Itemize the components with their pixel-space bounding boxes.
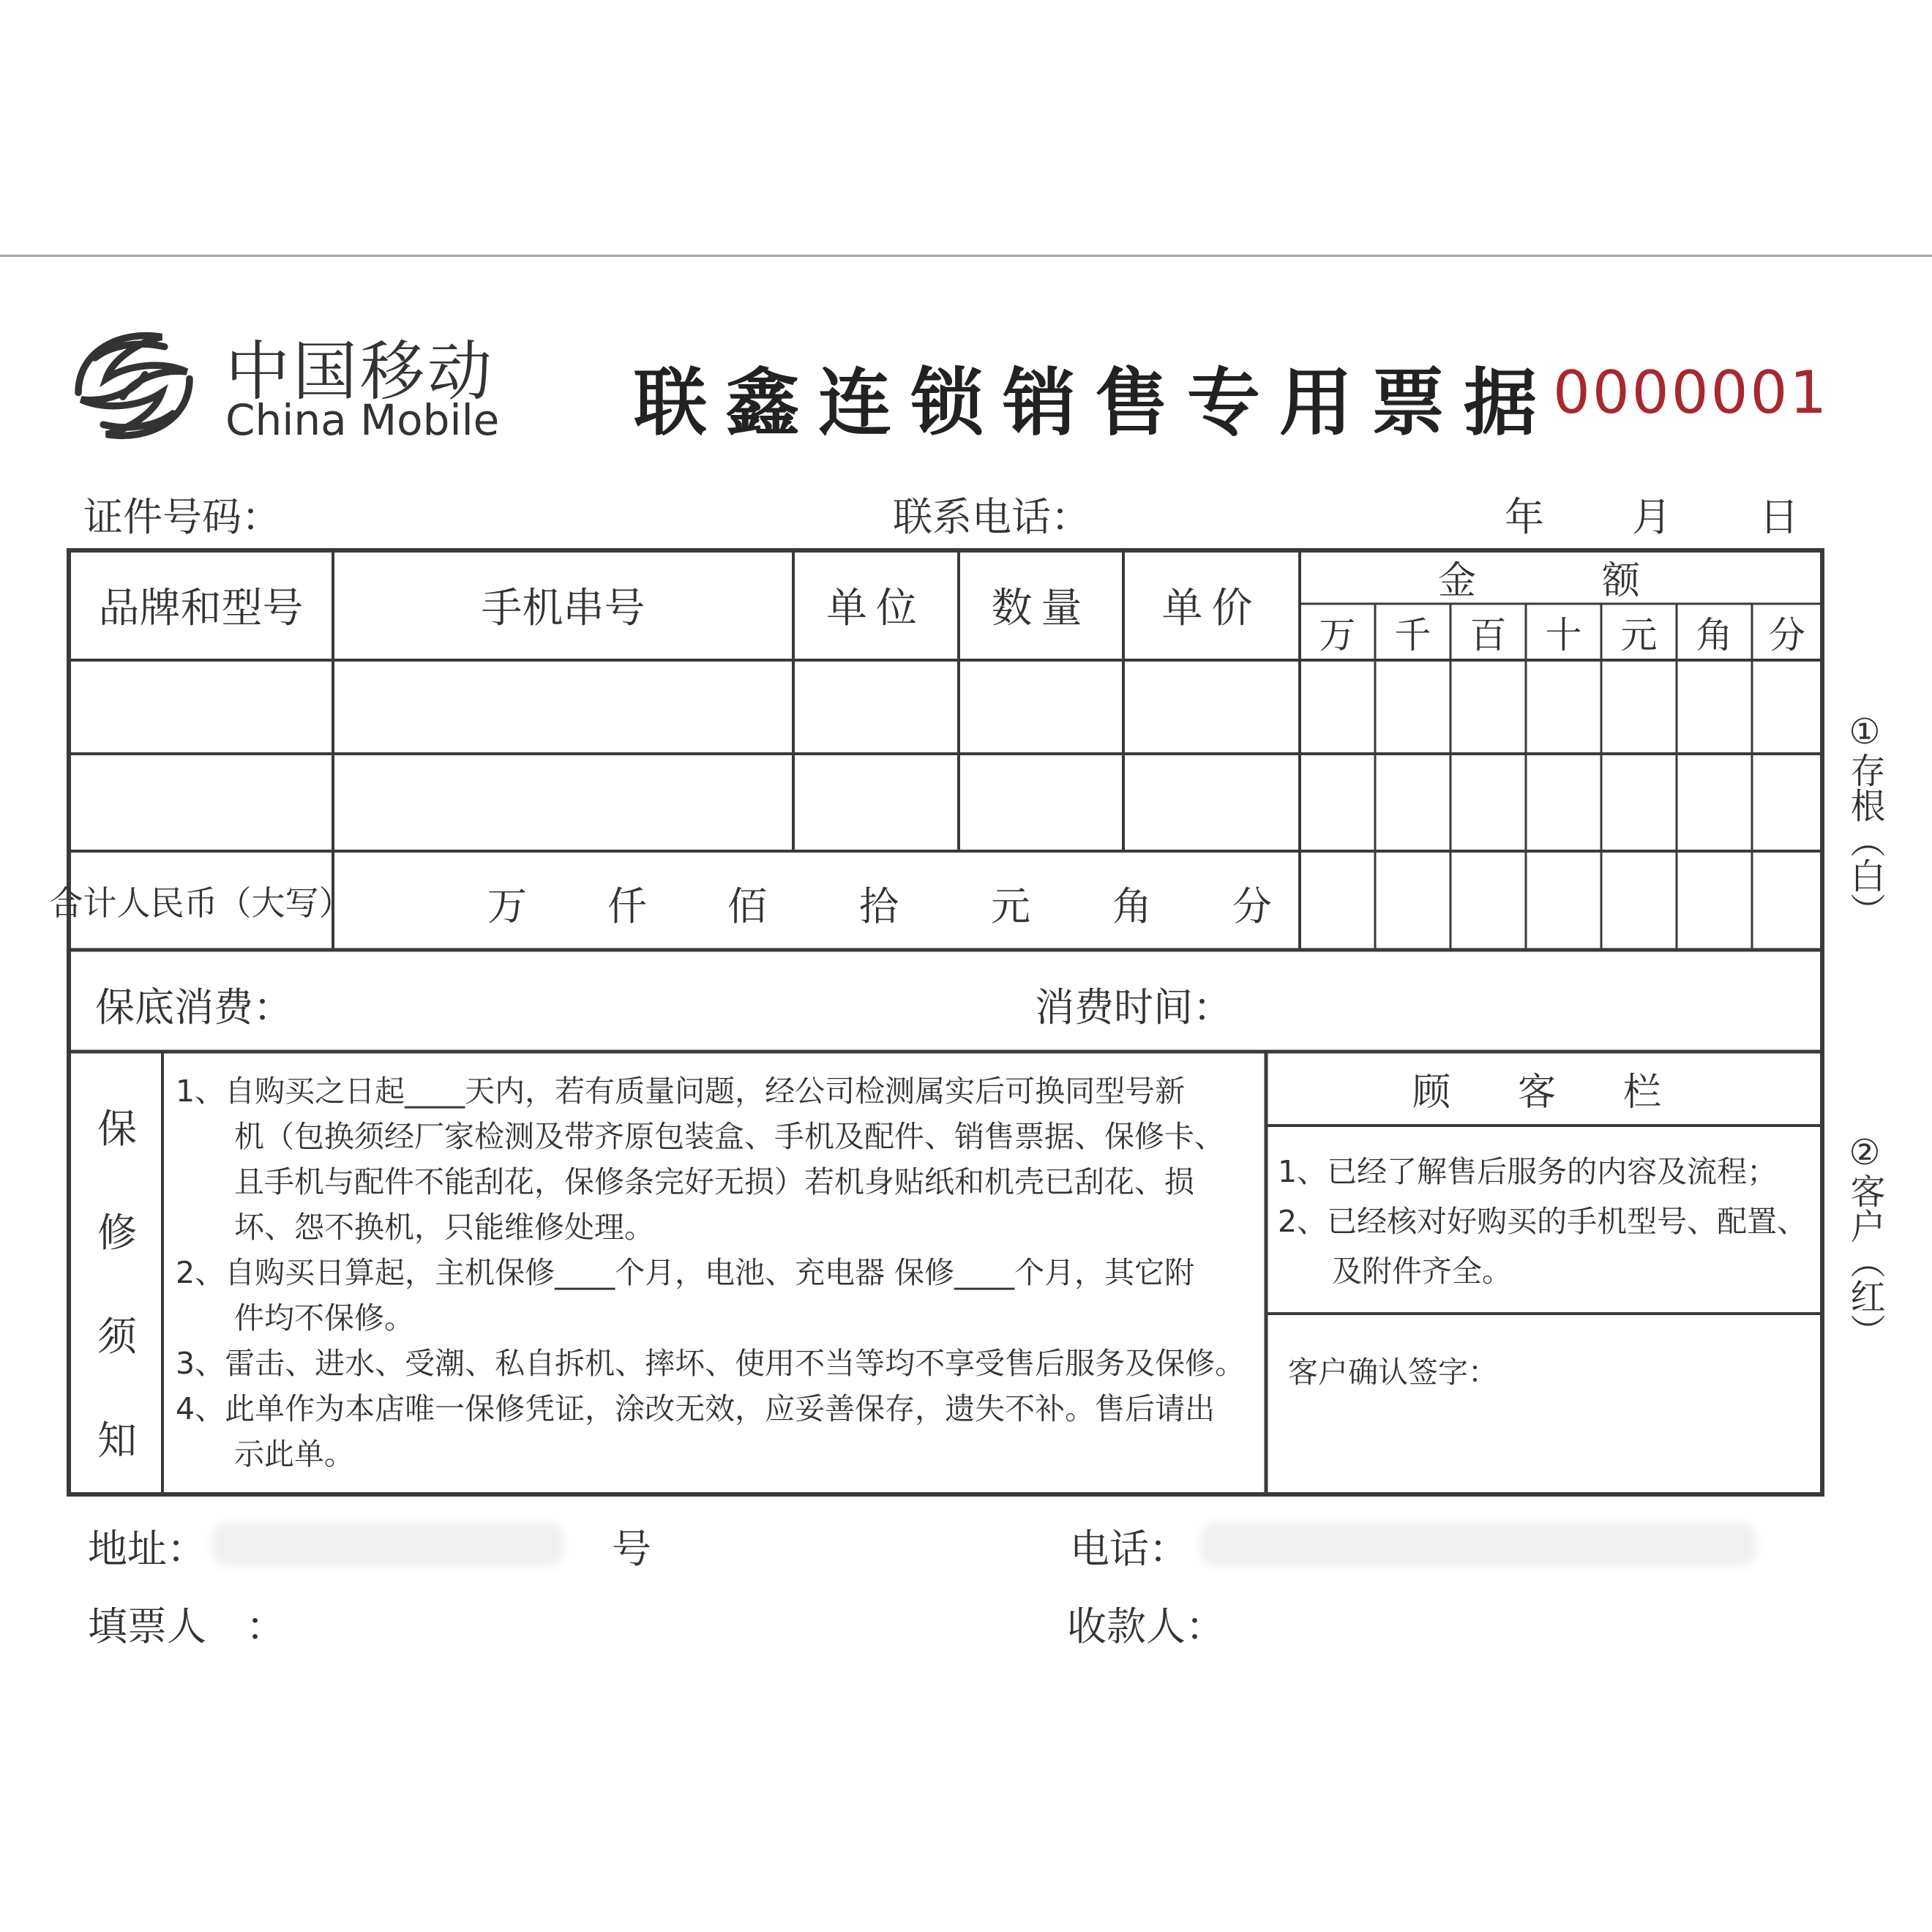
min-spend-label: 保底消费：	[95, 984, 293, 1030]
address-value: 号	[612, 1526, 651, 1572]
warranty-heading-char: 知	[97, 1418, 137, 1464]
digit-wan: 万	[1319, 613, 1356, 656]
total-unit-yuan: 元	[991, 883, 1030, 929]
digit-fen: 分	[1769, 613, 1805, 656]
total-unit-wan: 万	[487, 883, 527, 929]
address-redacted	[212, 1522, 564, 1566]
warranty-line: 且手机与配件不能刮花，保修条完好无损）若机身贴纸和机壳已刮花、损	[234, 1164, 1194, 1199]
digit-shi: 十	[1545, 613, 1582, 656]
contact-phone-label: 联系电话：	[893, 494, 1090, 540]
warranty-heading-char: 须	[97, 1314, 137, 1360]
day-label: 日	[1759, 494, 1799, 540]
warranty-heading-char: 保	[97, 1106, 137, 1152]
warranty-heading-char: 修	[97, 1210, 137, 1256]
customer-line: 2、已经核对好购买的手机型号、配置、	[1278, 1204, 1808, 1239]
copy-label-stub: ①存根（白）	[1844, 711, 1885, 928]
warranty-line: 机（包换须经厂家检测及带齐原包装盒、手机及配件、销售票据、保修卡、	[234, 1119, 1224, 1154]
column-amount: 金 额	[1437, 559, 1684, 603]
warranty-line: 坏、怨不换机，只能维修处理。	[234, 1210, 654, 1245]
spend-time-label: 消费时间：	[1035, 984, 1232, 1030]
filler-label: 填票人 ：	[88, 1603, 285, 1650]
warranty-line: 1、自购买之日起____天内，若有质量问题，经公司检测属实后可换同型号新	[176, 1074, 1186, 1109]
digit-bai: 百	[1469, 613, 1507, 656]
year-label: 年	[1505, 494, 1544, 540]
column-unit-price: 单价	[1161, 585, 1262, 632]
tel-label: 电话：	[1070, 1526, 1188, 1572]
cashier-label: 收款人：	[1067, 1603, 1225, 1650]
tel-redacted	[1200, 1522, 1756, 1566]
total-rmb-label: 合计人民币（大写）	[49, 883, 353, 923]
warranty-line: 件均不保修。	[234, 1300, 414, 1336]
id-number-label: 证件号码：	[83, 494, 281, 540]
warranty-line: 3、雷击、进水、受潮、私自拆机、摔坏、使用不当等均不享受售后服务及保修。	[176, 1346, 1246, 1381]
address-label: 地址：	[88, 1526, 206, 1572]
customer-line: 及附件齐全。	[1332, 1254, 1512, 1289]
column-imei: 手机串号	[481, 585, 645, 632]
logo-chinese-text: 中国移动	[225, 334, 495, 409]
digit-qian: 千	[1394, 613, 1431, 656]
serial-number: 0000001	[1553, 359, 1830, 427]
warranty-line: 4、此单作为本店唯一保修凭证，涂改无效，应妥善保存，遗失不补。售后请出	[176, 1391, 1216, 1426]
customer-line: 1、已经了解售后服务的内容及流程；	[1278, 1154, 1778, 1189]
column-unit: 单位	[826, 585, 926, 632]
total-unit-qian: 仟	[607, 883, 647, 929]
digit-jiao: 角	[1696, 613, 1733, 656]
total-unit-fen: 分	[1232, 883, 1272, 929]
customer-heading: 顾 客 栏	[1412, 1071, 1676, 1115]
column-brand-model: 品牌和型号	[98, 585, 304, 632]
warranty-line: 2、自购买日算起，主机保修____个月，电池、充电器 保修____个月，其它附	[176, 1255, 1195, 1290]
document-title: 联鑫连锁销售专用票据	[634, 359, 1556, 446]
digit-yuan: 元	[1620, 613, 1658, 656]
column-quantity: 数量	[991, 585, 1091, 632]
customer-sign-label: 客户确认签字：	[1288, 1355, 1498, 1390]
total-unit-jiao: 角	[1112, 883, 1152, 929]
total-unit-shi: 拾	[859, 883, 899, 929]
copy-label-customer: ②客户（红）	[1844, 1132, 1885, 1349]
warranty-line: 示此单。	[234, 1437, 354, 1472]
logo-english-text: China Mobile	[225, 395, 500, 445]
month-label: 月	[1632, 494, 1671, 540]
total-unit-bai: 佰	[727, 883, 767, 929]
